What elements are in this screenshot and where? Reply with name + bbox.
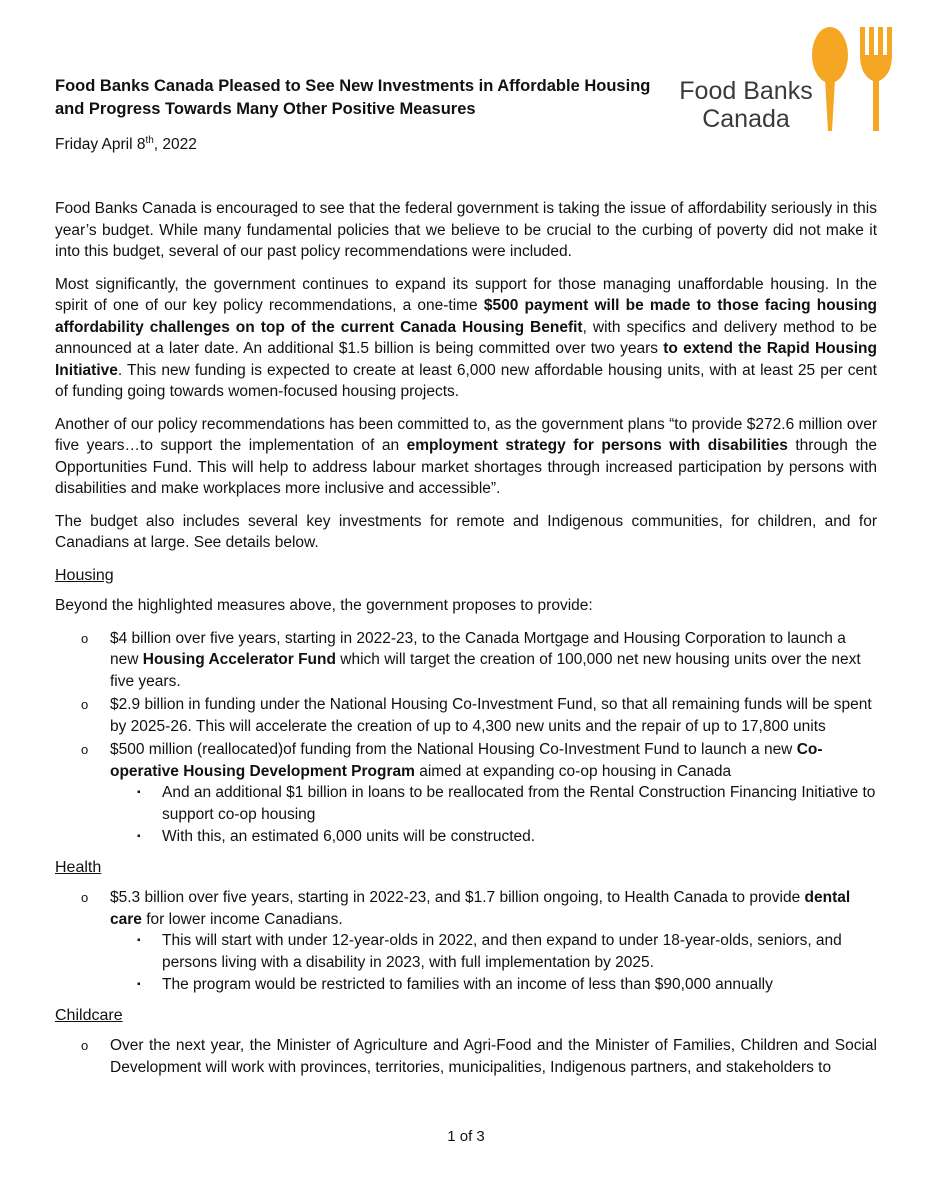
document-title: Food Banks Canada Pleased to See New Investments in Affordable Housing and Progress Towards Many Other Positive Measures: [55, 77, 651, 118]
health-list: [55, 887, 877, 996]
health-sublist: [110, 930, 877, 996]
p3-text-a: Another of our policy recommendations has been committed to, as the government plans “to provide $272.6 million over five years…to support the implementation of an: [55, 415, 877, 454]
housing-item1-text-a: $4 billion over five years, starting in 2022-23, to the Canada Mortgage and Housing Corporation to launch a new: [110, 629, 846, 668]
housing-intro: Beyond the highlighted measures above, the government proposes to provide:: [55, 597, 593, 614]
paragraph-disabilities: [55, 414, 877, 500]
housing-sublist: [110, 782, 877, 848]
housing-item1-text-c: which will target the creation of 100,000 net new housing units over the next five years.: [110, 651, 861, 690]
logo-wordmark: [678, 77, 814, 133]
circle-bullet-icon: o: [81, 630, 89, 646]
health-item1-bold: dental care: [110, 889, 851, 928]
document-body: [55, 198, 877, 1087]
list-item: [55, 1035, 877, 1078]
housing-item2-text: $2.9 billion in funding under the National Housing Co-Investment Fund, so that all remaining funds will be spent by 2025-26. This will accelerate the creation of up to 4,300 new units and the repair of up to 17,800 units: [110, 696, 872, 735]
housing-sub1-text: And an additional $1 billion in loans to be reallocated from the Rental Construction Financing Initiative to support co-op housing: [162, 784, 876, 823]
health-item1-text-c: for lower income Canadians.: [141, 910, 343, 928]
square-bullet-icon: ▪: [137, 935, 141, 946]
housing-item3-text-a: $500 million (reallocated)of funding from the National Housing Co-Investment Fund to launch a new: [110, 741, 797, 758]
paragraph-intro: Food Banks Canada is encouraged to see that the federal government is taking the issue of affordability seriously in this year’s budget. While many fundamental policies that we believe to be crucial to the curbing of poverty did not make it into this budget, several of our past policy recommendations were included.: [55, 200, 877, 260]
circle-bullet-icon: o: [81, 890, 89, 905]
housing-list: [55, 628, 877, 848]
date-main: Friday April 8: [55, 136, 146, 154]
logo-line-1: Food Banks: [679, 77, 813, 105]
square-bullet-icon: ▪: [137, 831, 141, 842]
food-banks-canada-logo: [678, 25, 898, 135]
list-item: [55, 694, 877, 737]
paragraph-housing-support: [55, 274, 877, 403]
list-item: [110, 826, 877, 848]
health-sub1-text: This will start with under 12-year-olds in 2022, and then expand to under 18-year-olds, seniors, and persons living with a disability in 2023, with full implementation by 2025.: [162, 932, 842, 971]
health-sub2-text: The program would be restricted to families with an income of less than $90,000 annually: [162, 976, 773, 993]
p2-text-e: . This new funding is expected to create at least 6,000 new affordable housing units, with at least 25 per cent of funding going towards women-focused housing projects.: [55, 361, 877, 400]
p3-text-c: through the Opportunities Fund. This will help to address labour market shortages through increased participation by persons with disabilities and make workplaces more inclusive and accessible”.: [55, 437, 877, 497]
circle-bullet-icon: o: [81, 697, 89, 712]
p2-text-c: , with specifics and delivery method to be announced at a later date. An additional $1.5 billion is being committed over two years: [55, 318, 877, 357]
list-item: [110, 974, 877, 996]
page-number: 1 of 3: [447, 1128, 485, 1145]
list-item: [55, 887, 877, 996]
section-heading-housing: Housing: [55, 566, 114, 584]
list-item: [110, 782, 877, 825]
p3-bold-b: employment strategy for persons with disabilities: [406, 437, 788, 454]
paragraph-key-investments: The budget also includes several key investments for remote and Indigenous communities, for children, and for Canadians at large. See details below.: [55, 512, 877, 551]
p2-bold-b: $500 payment will be made to those facing housing affordability challenges on top of the current Canada Housing Benefit: [55, 297, 878, 336]
logo-line-2: Canada: [702, 105, 790, 133]
list-item: [55, 628, 877, 693]
list-item: [110, 930, 877, 973]
date-year: , 2022: [153, 136, 197, 154]
housing-item3-bold: Co-operative Housing Development Program: [110, 741, 823, 780]
section-heading-childcare: Childcare: [55, 1006, 123, 1024]
housing-item3-text-c: aimed at expanding co-op housing in Canada: [414, 762, 732, 780]
section-heading-health: Health: [55, 858, 102, 876]
spoon-fork-icon: [808, 25, 898, 133]
square-bullet-icon: ▪: [137, 787, 141, 798]
p2-text-a: Most significantly, the government continues to expand its support for those managing unaffordable housing. In the spirit of one of our key policy recommendations, a one-time: [55, 275, 877, 314]
housing-sub2-text: With this, an estimated 6,000 units will be constructed.: [162, 828, 536, 845]
health-item1-text-a: $5.3 billion over five years, starting in 2022-23, and $1.7 billion ongoing, to Health Canada to provide: [110, 889, 805, 906]
p2-bold-d: to extend the Rapid Housing Initiative: [55, 340, 877, 379]
circle-bullet-icon: o: [81, 1038, 89, 1053]
housing-item1-bold: Housing Accelerator Fund: [142, 651, 336, 668]
childcare-item1-text: Over the next year, the Minister of Agriculture and Agri-Food and the Minister of Families, Children and Social Development will work with provinces, territories, municipalities, Indigenous partners, and stakeholders to: [110, 1037, 877, 1076]
document-date: [55, 135, 197, 154]
childcare-list: [55, 1035, 877, 1078]
list-item: [55, 739, 877, 848]
square-bullet-icon: ▪: [137, 979, 141, 990]
date-suffix: th: [145, 135, 154, 146]
circle-bullet-icon: o: [81, 742, 89, 757]
